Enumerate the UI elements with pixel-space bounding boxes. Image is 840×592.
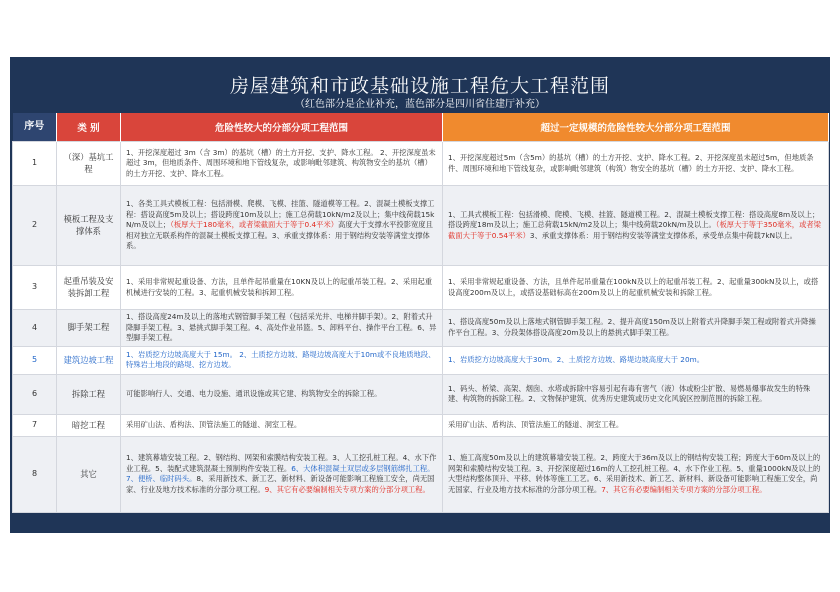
row-dangerous-scope	[121, 414, 443, 436]
scope-text-segment: 1、建筑幕墙安装工程。2、钢结构、网架和索膜结构安装工程。3、人工挖孔桩工程。4、水下作业工程。5、装配式建筑混凝土预制构件安装工程。	[126, 453, 437, 473]
hazard-scope-table	[12, 113, 829, 513]
row-seq: 8	[13, 436, 57, 512]
row-exceeding-scope	[443, 374, 829, 414]
scope-text-segment: 9、其它有必要编制相关专项方案的分部分项工程。	[264, 484, 430, 494]
row-seq: 1	[13, 142, 57, 186]
row-seq: 7	[13, 414, 57, 436]
column-header-exceeding: 超过一定规模的危险性较大分部分项工程范围	[443, 113, 829, 142]
scope-text-segment: 采用矿山法、盾构法、顶管法施工的隧道、洞室工程。	[448, 419, 624, 429]
row-exceeding-scope	[443, 266, 829, 310]
row-category: 脚手架工程	[57, 310, 121, 347]
row-category: 拆除工程	[57, 374, 121, 414]
scope-text-segment: （板厚大于180毫米，或者梁截面大于等于0.4平米）	[170, 220, 339, 230]
scope-text-segment: 1、各类工具式模板工程：包括滑模、爬模、飞模、挂篮、隧道模等工程。2、混凝土模板支撑工程：搭设高度5m及以上；搭设跨度10m及以上；施工总荷载10kN/m2及以上；集中线荷载15kN/m及以上；	[126, 199, 435, 230]
row-exceeding-scope	[443, 186, 829, 266]
table-row	[13, 346, 829, 374]
table-row	[13, 310, 829, 347]
row-category: （深）基坑工程	[57, 142, 121, 186]
row-exceeding-scope	[443, 436, 829, 512]
row-dangerous-scope	[121, 266, 443, 310]
scope-text-segment: 8、采用新技术、新工艺、新材料、新设备可能影响工程施工安全，尚无国家、行业及地方技术标准的分部分项工程。	[126, 474, 435, 494]
scope-text-segment: 1、开挖深度超过 3m（含 3m）的基坑（槽）的土方开挖、支护、降水工程。 2、开挖深度虽未超过 3m，但地质条件、周围环境和地下管线复杂，或影响毗邻建筑、构筑物安全的基坑（槽）的土方开挖、支护、降水工程。	[126, 147, 436, 178]
table-row	[13, 374, 829, 414]
row-category: 起重吊装及安装拆卸工程	[57, 266, 121, 310]
scope-text-segment: 6、大体积混凝土双层或多层钢筋绑扎工程。7、便桥、临时码头。	[126, 463, 435, 484]
row-exceeding-scope	[443, 346, 829, 374]
row-dangerous-scope	[121, 346, 443, 374]
scope-text-segment: 可能影响行人、交通、电力设施、通讯设施或其它建、构筑物安全的拆除工程。	[126, 388, 382, 398]
scope-text-segment: 采用矿山法、盾构法、顶管法施工的隧道、洞室工程。	[126, 419, 302, 429]
scope-text-segment: （板厚大于等于350毫米，或者梁截面大于等于0.54平米）	[448, 220, 821, 240]
table-row	[13, 436, 829, 512]
row-category: 建筑边坡工程	[57, 346, 121, 374]
row-dangerous-scope	[121, 142, 443, 186]
scope-text-segment: 1、施工高度50m及以上的建筑幕墙安装工程。2、跨度大于36m及以上的钢结构安装工程；跨度大于60m及以上的网架和索膜结构安装工程。3、开挖深度超过16m的人工挖孔桩工程。4、水下作业工程。5、重量1000kN及以上的大型结构整体顶升、平移、转体等施工工艺。6、采用新技术、新工艺、新材料、新设备可能影响工程施工安全，尚无国家、行业及地方技术标准的分部分项工程。	[448, 453, 821, 494]
scope-text-segment: 1、采用非常规起重设备、方法，且单件起吊重量在100kN及以上的起重吊装工程。2、起重量300kN及以上，或搭设高度200m及以上，或搭设基础标高在200m及以上的起重机械安装和拆除工程。	[448, 276, 819, 297]
table-row	[13, 186, 829, 266]
table-row	[13, 266, 829, 310]
scope-text-segment: 1、搭设高度24m及以上的落地式钢管脚手架工程（包括采光井、电梯井脚手架）。2、附着式升降脚手架工程。3、悬挑式脚手架工程。4、高处作业吊篮。5、卸料平台、操作平台工程。6、异型脚手架工程。	[126, 312, 437, 343]
row-seq: 3	[13, 266, 57, 310]
row-seq: 5	[13, 346, 57, 374]
row-exceeding-scope	[443, 142, 829, 186]
page-subtitle: （红色部分是企业补充，蓝色部分是四川省住建厅补充）	[295, 99, 545, 110]
row-category: 暗挖工程	[57, 414, 121, 436]
row-seq: 2	[13, 186, 57, 266]
row-category: 其它	[57, 436, 121, 512]
column-header-category: 类 别	[57, 113, 121, 142]
scope-text-segment: 高度大于支撑水平投影宽度且相对独立无联系构件的混凝土模板支撑工程。3、承重支撑体系：用于钢结构安装等满堂支撑体系。	[126, 220, 433, 251]
row-seq: 4	[13, 310, 57, 347]
row-dangerous-scope	[121, 310, 443, 347]
scope-text-segment: 1、工具式模板工程：包括滑模、爬模、飞模、挂篮、隧道模工程。2、混凝土模板支撑工程：搭设高度8m及以上；搭设跨度18m及以上；施工总荷载15kN/m2及以上；集中线荷载20kN/m及以上。	[448, 209, 820, 230]
column-header-seq: 序号	[13, 113, 57, 142]
page-title: 房屋建筑和市政基础设施工程危大工程范围	[229, 75, 610, 97]
row-dangerous-scope	[121, 436, 443, 512]
table-body	[13, 142, 829, 513]
row-dangerous-scope	[121, 374, 443, 414]
table-row	[13, 142, 829, 186]
row-exceeding-scope	[443, 414, 829, 436]
scope-text-segment: 7、其它有必要编制相关专项方案的分部分项工程。	[601, 484, 767, 494]
column-header-dangerous: 危险性较大的分部分项工程范围	[121, 113, 443, 142]
table-row	[13, 414, 829, 436]
scope-text-segment: 1、码头、桥梁、高架、烟囱、水塔或拆除中容易引起有毒有害气（液）体或粉尘扩散、易燃易爆事故发生的特殊建、构筑物的拆除工程。2、文物保护建筑、优秀历史建筑或历史文化风貌区控制范围的拆除工程。	[448, 383, 811, 404]
scope-text-segment: 1、岩质挖方边坡高度大于30m。2、土质挖方边坡、路堤边坡高度大于 20m。	[448, 354, 704, 364]
scope-text-segment: 1、岩质挖方边坡高度大于 15m。 2、土质挖方边坡、路堤边坡高度大于10m或不良地质地段、特殊岩土地段的路堤、挖方边坡。	[126, 349, 436, 370]
row-dangerous-scope	[121, 186, 443, 266]
scope-text-segment: 1、开挖深度超过5m（含5m）的基坑（槽）的土方开挖、支护、降水工程。2、开挖深度虽未超过5m，但地质条件、周围环境和地下管线复杂，或影响毗邻建筑（构筑）物安全的基坑（槽）的土方开挖、支护、降水工程。	[448, 152, 814, 173]
row-seq: 6	[13, 374, 57, 414]
row-category: 模板工程及支撑体系	[57, 186, 121, 266]
table-header-row	[13, 113, 829, 142]
scope-text-segment: 3、承重支撑体系：用于钢结构安装等满堂支撑体系，承受单点集中荷载7kN以上。	[529, 230, 797, 240]
scope-text-segment: 1、采用非常规起重设备、方法，且单件起吊重量在10KN及以上的起重吊装工程。2、采用起重机械进行安装的工程。3、起重机械安装和拆卸工程。	[126, 276, 433, 297]
scope-text-segment: 1、搭设高度50m及以上落地式钢管脚手架工程。2、提升高度150m及以上附着式升降脚手架工程或附着式升降操作平台工程。3、分段架体搭设高度20m及以上的悬挑式脚手架工程。	[448, 317, 816, 337]
hazard-scope-sheet	[10, 57, 830, 533]
row-exceeding-scope	[443, 310, 829, 347]
